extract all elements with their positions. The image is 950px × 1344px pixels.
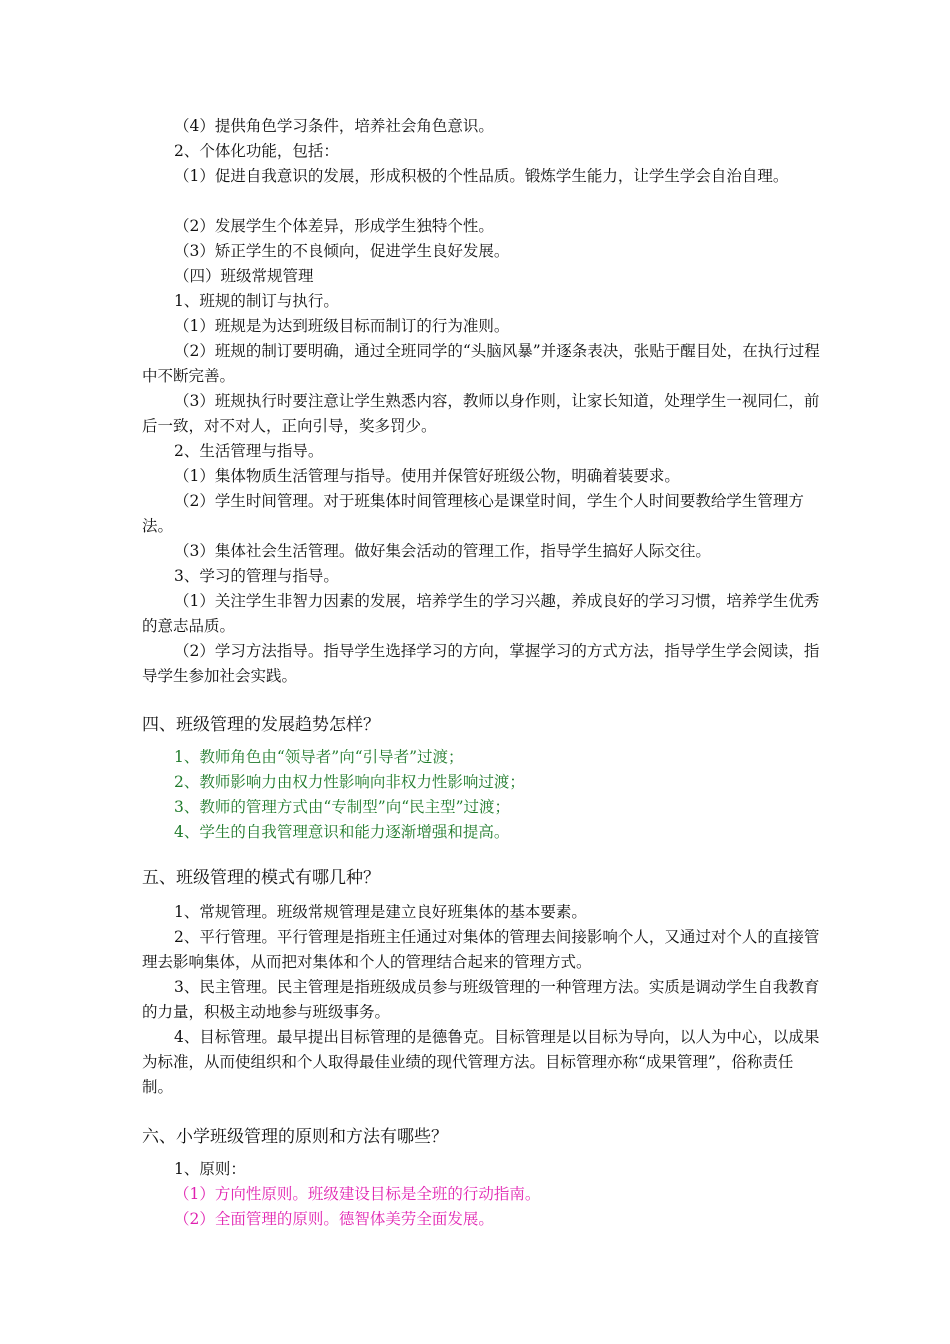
paragraph: （2）发展学生个体差异，形成学生独特个性。 [174,217,494,235]
paragraph: （4）提供角色学习条件，培养社会角色意识。 [174,117,494,135]
paragraph: （3）班规执行时要注意让学生熟悉内容，教师以身作则，让家长知道，处理学生一视同仁，前后一致，对不对人，正向引导，奖多罚少。 [142,392,820,435]
section-heading: 五、班级管理的模式有哪几种？ [142,868,380,888]
paragraph: （1）班规是为达到班级目标而制订的行为准则。 [174,317,510,335]
paragraph: （1）促进自我意识的发展，形成积极的个性品质。锻炼学生能力，让学生学会自治自理。 [174,167,789,185]
paragraph: （2）学习方法指导。指导学生选择学习的方向，掌握学习的方式方法，指导学生学会阅读，指导学生参加社会实践。 [142,642,820,685]
paragraph: 4、目标管理。最早提出目标管理的是德鲁克。目标管理是以目标为导向，以人为中心，以成果为标准，从而使组织和个人取得最佳业绩的现代管理方法。目标管理亦称“成果管理”，俗称责任制。 [142,1028,820,1096]
paragraph: 2、个体化功能，包括： [174,142,339,160]
paragraph: 3、学习的管理与指导。 [174,567,339,585]
list-item: 2、教师影响力由权力性影响向非权力性影响过渡； [174,773,525,791]
paragraph: 2、平行管理。平行管理是指班主任通过对集体的管理去间接影响个人，又通过对个人的直接管理去影响集体，从而把对集体和个人的管理结合起来的管理方式。 [142,928,820,971]
list-item: 3、教师的管理方式由“专制型”向“民主型”过渡； [174,798,511,816]
paragraph: （1）集体物质生活管理与指导。使用并保管好班级公物，明确着装要求。 [174,467,680,485]
list-item: （1）方向性原则。班级建设目标是全班的行动指南。 [174,1185,541,1203]
paragraph: 3、民主管理。民主管理是指班级成员参与班级管理的一种管理方法。实质是调动学生自我教育的力量，积极主动地参与班级事务。 [142,978,820,1021]
paragraph: 1、班规的制订与执行。 [174,292,339,310]
list-item: （2）全面管理的原则。德智体美劳全面发展。 [174,1210,494,1228]
paragraph: 1、常规管理。班级常规管理是建立良好班集体的基本要素。 [174,903,587,921]
section-heading: 六、小学班级管理的原则和方法有哪些？ [142,1127,448,1147]
list-item: 4、学生的自我管理意识和能力逐渐增强和提高。 [174,823,510,841]
list-item: 1、教师角色由“领导者”向“引导者”过渡； [174,748,464,766]
paragraph: （1）关注学生非智力因素的发展，培养学生的学习兴趣，养成良好的学习习惯，培养学生优秀的意志品质。 [142,592,820,635]
section-heading: 四、班级管理的发展趋势怎样？ [142,715,380,735]
paragraph: （3）集体社会生活管理。做好集会活动的管理工作，指导学生搞好人际交往。 [174,542,711,560]
paragraph: 2、生活管理与指导。 [174,442,324,460]
subsection-heading: （四）班级常规管理 [174,267,314,285]
paragraph: （3）矫正学生的不良倾向，促进学生良好发展。 [174,242,510,260]
paragraph: 1、原则： [174,1160,246,1178]
paragraph: （2）学生时间管理。对于班集体时间管理核心是课堂时间，学生个人时间要教给学生管理方法。 [142,492,804,535]
paragraph: （2）班规的制订要明确，通过全班同学的“头脑风暴”并逐条表决，张贴于醒目处，在执行过程中不断完善。 [142,342,820,385]
